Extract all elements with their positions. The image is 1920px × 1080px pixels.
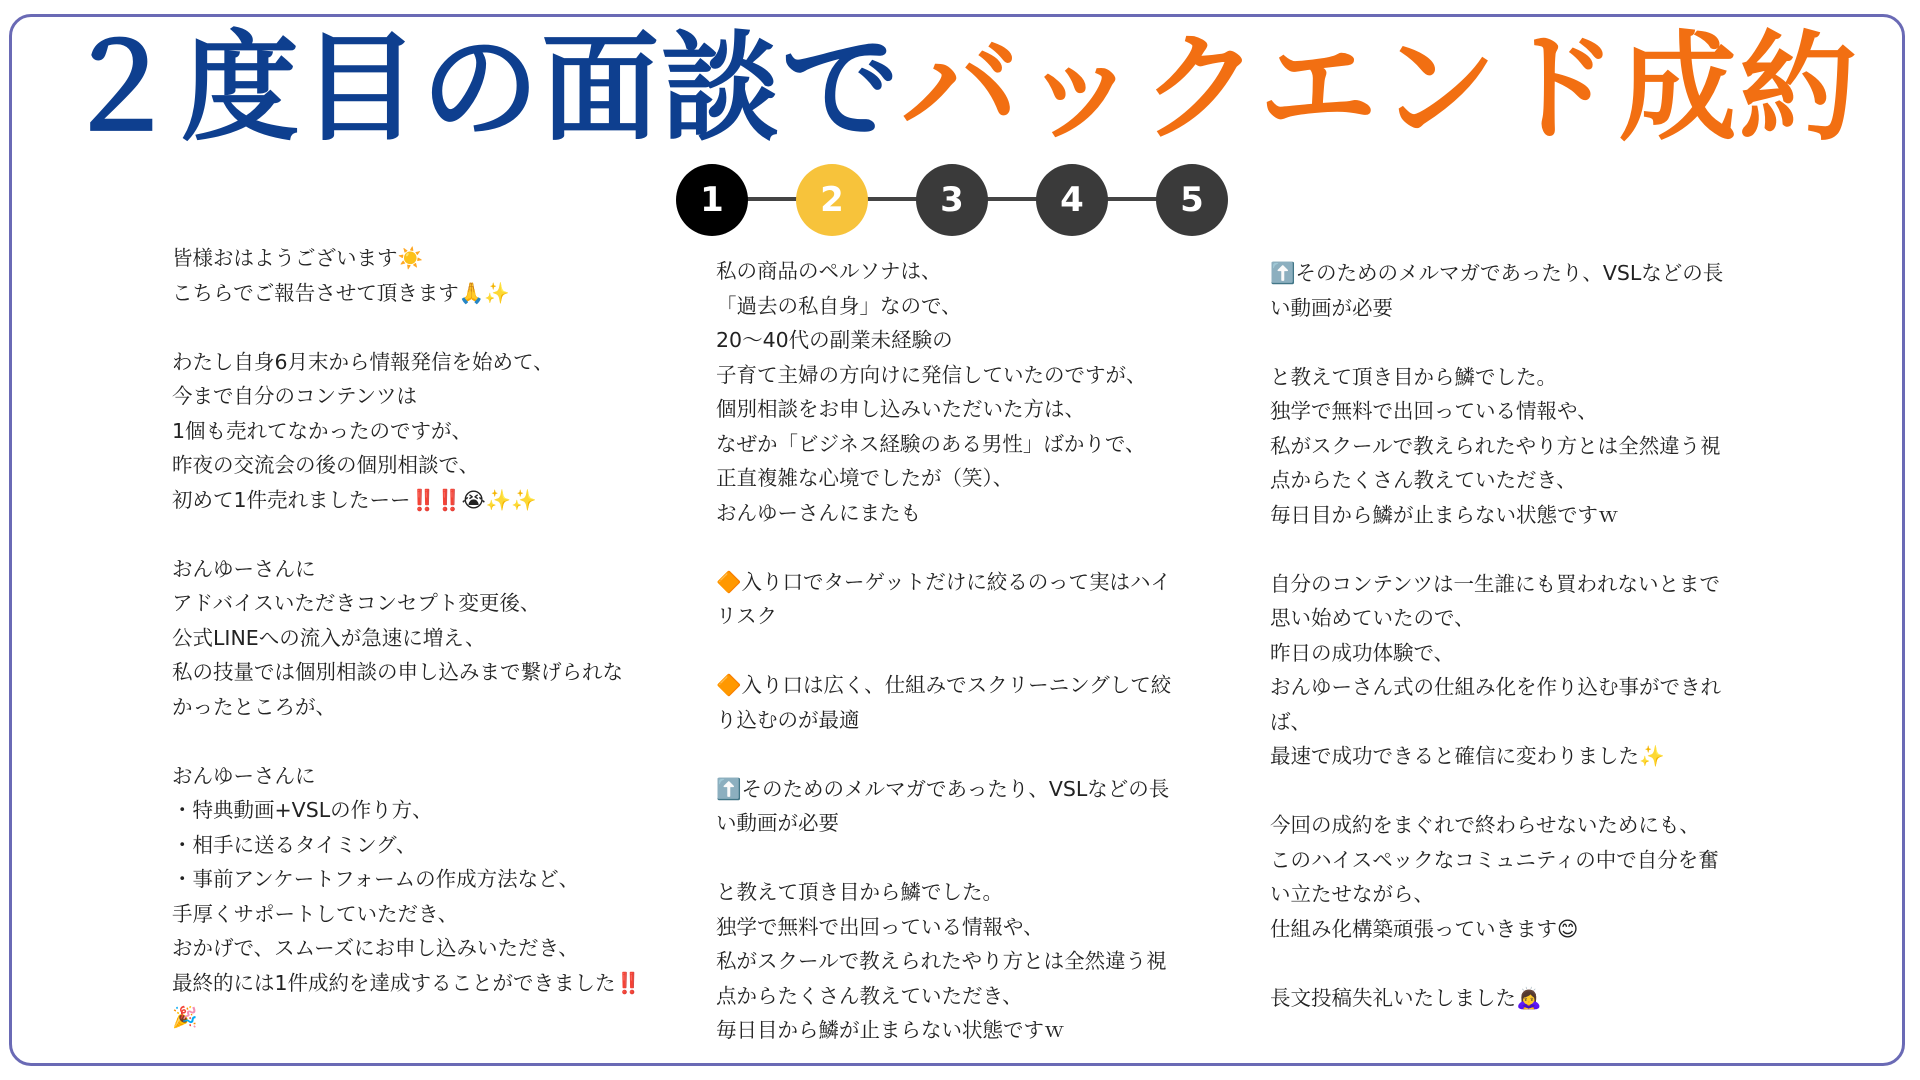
post-column-2: 私の商品のペルソナは、 「過去の私自身」なので、 20〜40代の副業未経験の 子育て主婦の方向けに発信していたのですが、 個別相談をお申し込みいただいた方は、 なぜか「ビジネス経験のある男性」ばかりで、 正直複雑な心境でしたが（笑）、 おんゆーさんにまたも 🔶入り口でターゲットだけに絞るのって実はハイ リスク 🔶入り口は広く、仕組みでスクリーニングして絞 り込むのが最適 ⬆️そのためのメルマガであったり、VSLなどの長 い動画が必要 と教えて頂き目から鱗でした。 独学で無料で出回っている情報や、 私がスクールで教えられたやり方とは全然違う視 点からたくさん教えていただき、 毎日目から鱗が止まらない状態ですｗ	[716, 259, 1172, 1042]
step-indicator	[676, 164, 1232, 236]
page-title	[0, 18, 1920, 158]
title-part-blue: ２度目の面談で	[61, 19, 902, 157]
title-part-orange: バックエンド成約	[901, 19, 1859, 157]
step-2: 2	[796, 164, 868, 236]
step-3: 3	[916, 164, 988, 236]
post-column-1: 皆様おはようございます☀️ こちらでご報告させて頂きます🙏✨ わたし自身6月末から情報発信を始めて、 今まで自分のコンテンツは 1個も売れてなかったのですが、 昨夜の交流会の後の個別相談で、 初めて1件売れましたーー‼️‼️😭✨✨ おんゆーさんに アドバイスいただきコンセプト変更後、 公式LINEへの流入が急速に増え、 私の技量では個別相談の申し込みまで繋げられな かったところが、 おんゆーさんに ・特典動画+VSLの作り方、 ・相手に送るタイミング、 ・事前アンケートフォームの作成方法など、 手厚くサポートしていただき、 おかげで、スムーズにお申し込みいただき、 最終的には1件成約を達成することができました‼️ 🎉	[172, 246, 642, 1029]
step-1: 1	[676, 164, 748, 236]
post-column-3: ⬆️そのためのメルマガであったり、VSLなどの長 い動画が必要 と教えて頂き目から鱗でした。 独学で無料で出回っている情報や、 私がスクールで教えられたやり方とは全然違う視 点からたくさん教えていただき、 毎日目から鱗が止まらない状態ですｗ 自分のコンテンツは一生誰にも買われないとまで 思い始めていたので、 昨日の成功体験で、 おんゆーさん式の仕組み化を作り込む事ができれ ば、 最速で成功できると確信に変わりました✨ 今回の成約をまぐれで終わらせないためにも、 このハイスペックなコミュニティの中で自分を奮 い立たせながら、 仕組み化構築頑張っていきます😊 長文投稿失礼いたしました🙇‍♀️	[1270, 261, 1724, 1010]
step-5: 5	[1156, 164, 1228, 236]
step-4: 4	[1036, 164, 1108, 236]
